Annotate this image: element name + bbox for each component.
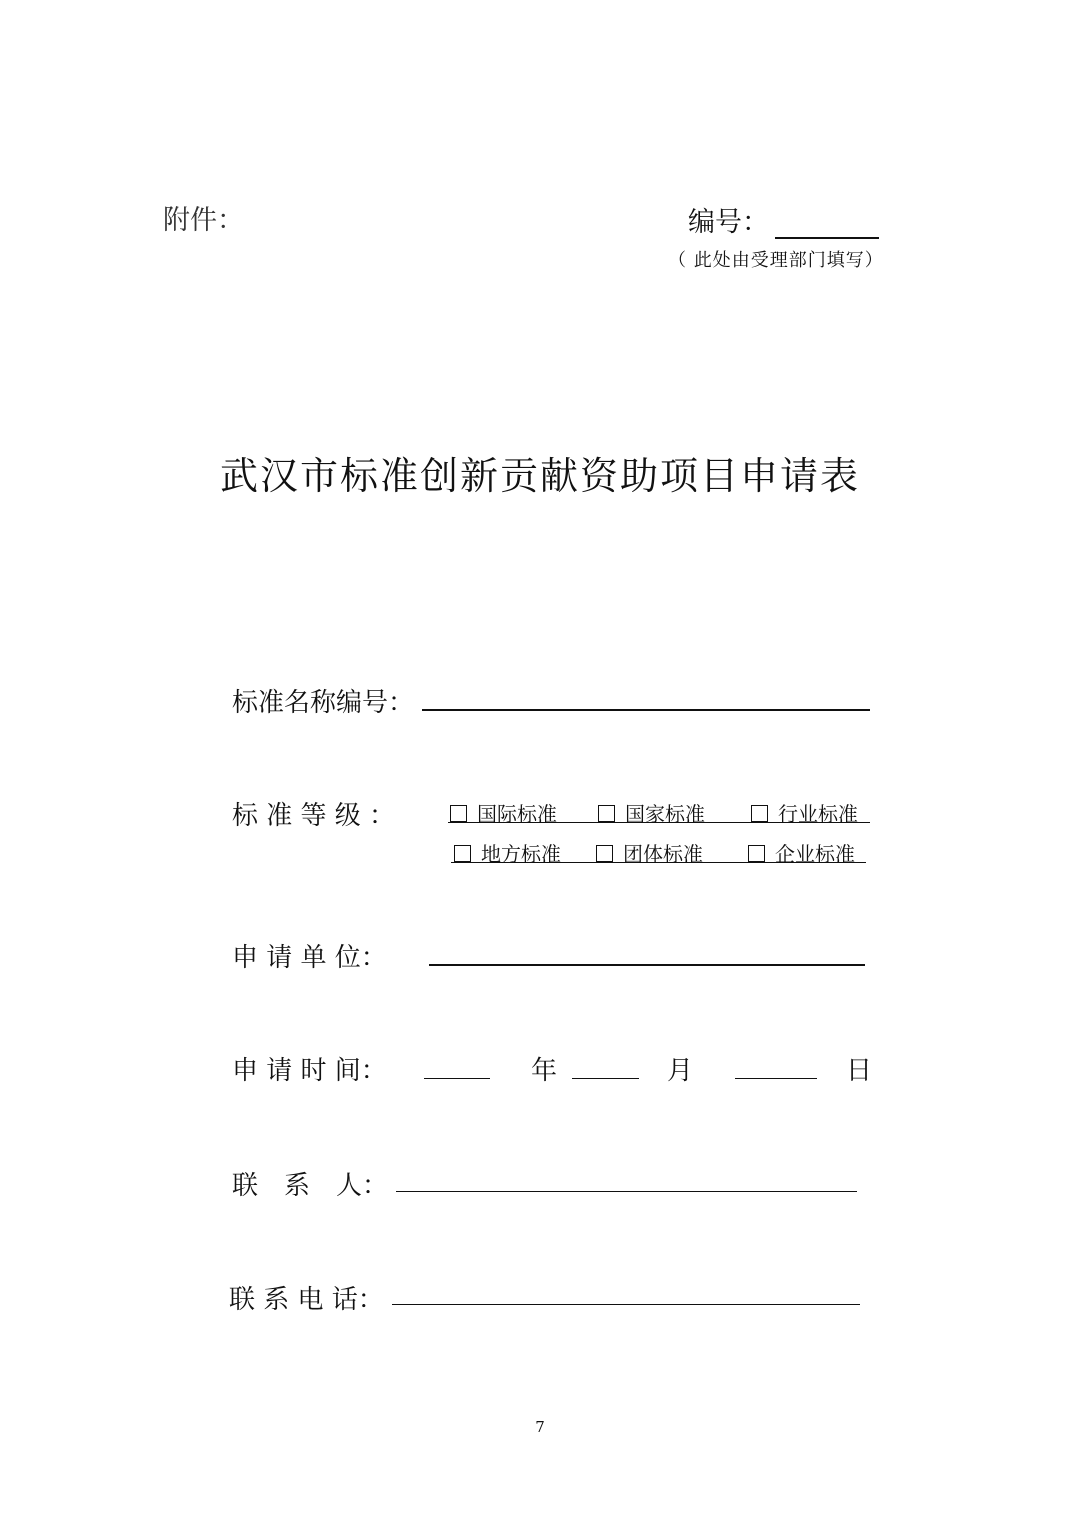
serial-number-blank[interactable] — [775, 211, 879, 239]
serial-number-note: （ 此处由受理部门填写） — [668, 250, 884, 271]
serial-number-label: 编号： — [688, 207, 769, 238]
contact-phone-label: 联 系 电 话： — [229, 1285, 384, 1315]
standard-level-label: 标 准 等 级 ： — [232, 801, 396, 831]
option-enterprise[interactable]: 企业标准 — [748, 838, 855, 867]
day-blank[interactable] — [735, 1052, 817, 1079]
option-international[interactable]: 国际标准 — [450, 798, 557, 827]
year-label: 年 — [531, 1056, 558, 1086]
checkbox-icon[interactable] — [748, 845, 765, 862]
form-title: 武汉市标准创新贡献资助项目申请表 — [219, 454, 860, 498]
applicant-unit-label: 申 请 单 位： — [232, 943, 387, 973]
checkbox-icon[interactable] — [450, 805, 467, 822]
checkbox-icon[interactable] — [598, 805, 615, 822]
checkbox-icon[interactable] — [596, 845, 613, 862]
checkbox-icon[interactable] — [454, 845, 471, 862]
applicant-unit-blank[interactable] — [429, 938, 865, 966]
contact-person-label: 联 系 人： — [232, 1171, 389, 1201]
standard-name-blank[interactable] — [422, 683, 870, 711]
month-blank[interactable] — [572, 1052, 639, 1079]
contact-person-blank[interactable] — [396, 1165, 857, 1192]
year-blank[interactable] — [424, 1052, 490, 1079]
day-label: 日 — [846, 1056, 873, 1086]
option-national[interactable]: 国家标准 — [598, 798, 705, 827]
page-number: 7 — [535, 1418, 545, 1436]
contact-phone-blank[interactable] — [392, 1278, 860, 1305]
checkbox-icon[interactable] — [751, 805, 768, 822]
standard-name-label: 标准名称编号： — [232, 688, 415, 718]
serial-number-field — [688, 200, 879, 239]
option-industry[interactable]: 行业标准 — [751, 798, 858, 827]
month-label: 月 — [667, 1056, 694, 1086]
attachment-label: 附件： — [163, 205, 244, 236]
option-group[interactable]: 团体标准 — [596, 838, 703, 867]
apply-time-label: 申 请 时 间： — [232, 1056, 387, 1086]
option-local[interactable]: 地方标准 — [454, 838, 561, 867]
